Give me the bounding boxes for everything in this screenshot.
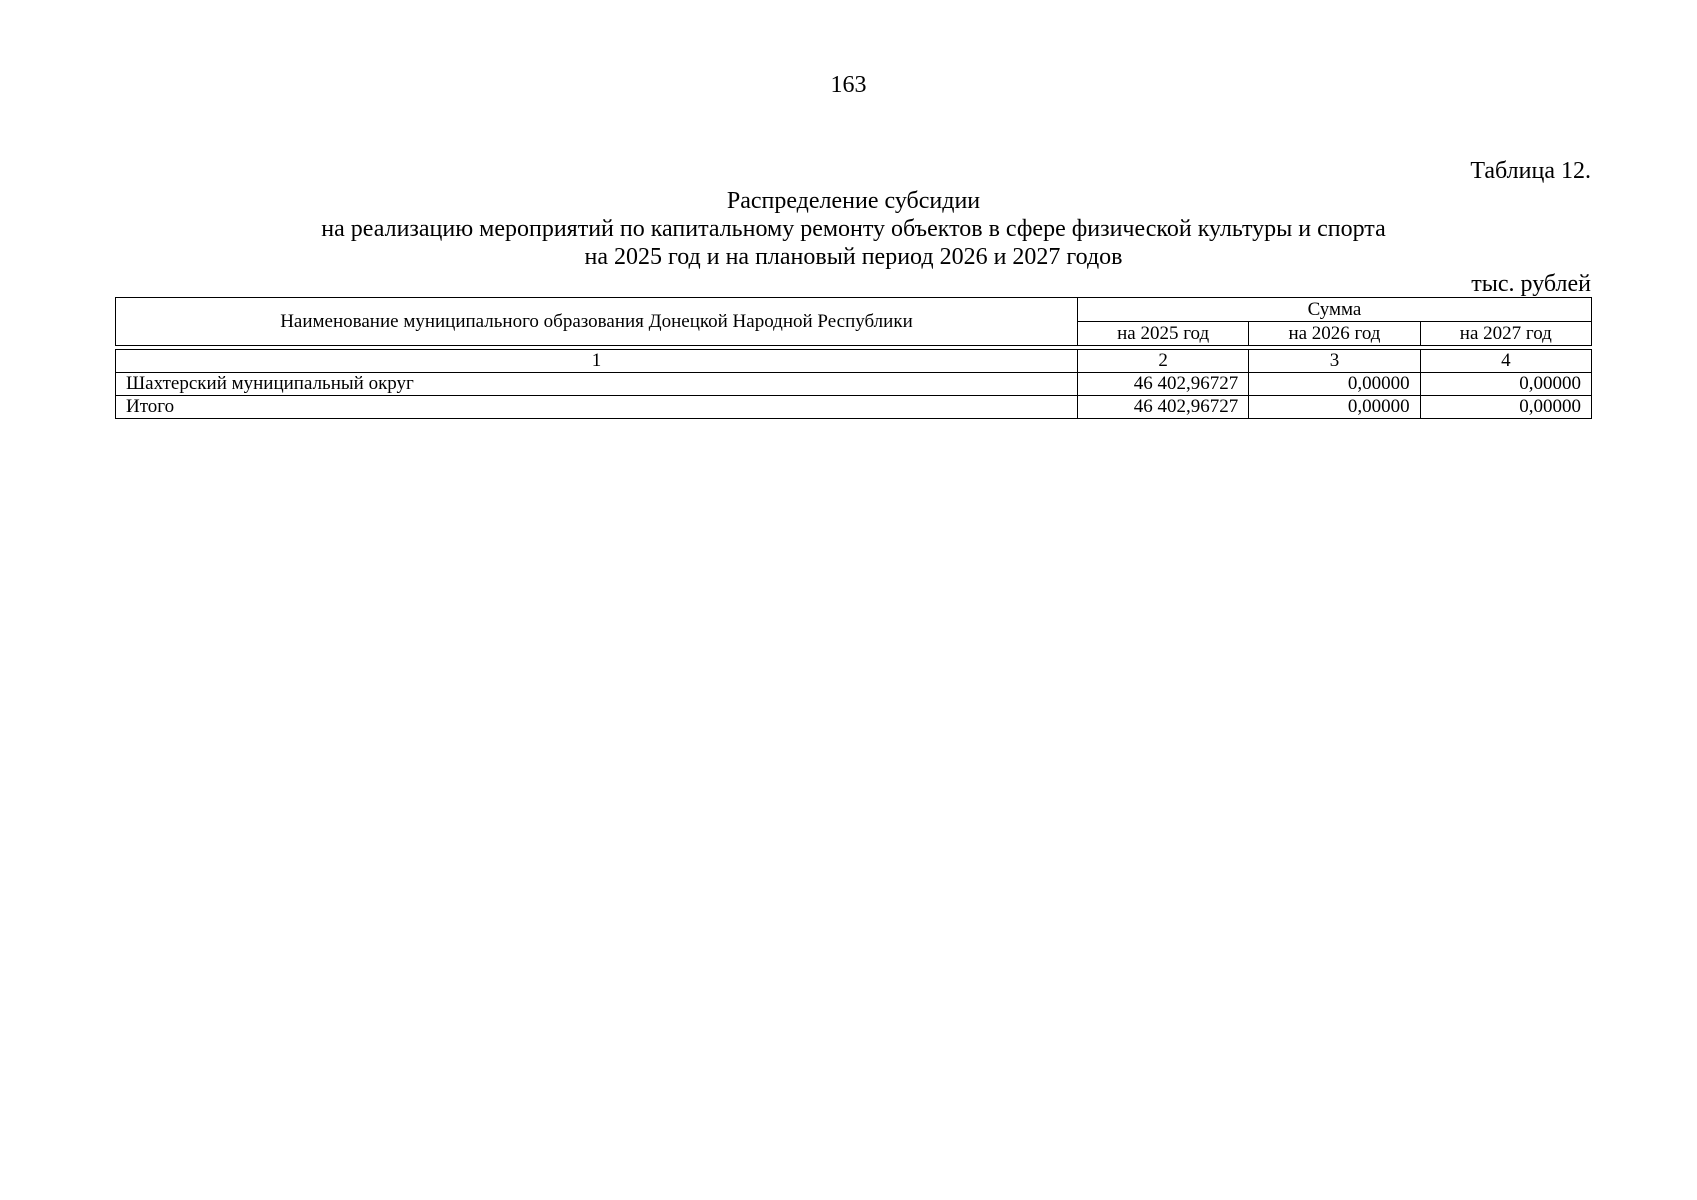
table-total-row [116,396,1592,419]
row-name: Итого [116,396,1078,419]
row-value-2026: 0,00000 [1249,396,1420,419]
header-year-2025: на 2025 год [1077,322,1248,346]
column-number: 1 [116,350,1078,373]
column-number: 4 [1420,350,1591,373]
column-number: 2 [1077,350,1248,373]
row-value-2025: 46 402,96727 [1077,373,1248,396]
title-line-2: на реализацию мероприятий по капитальному ремонту объектов в сфере физической культуры и спорта [321,216,1386,242]
header-name-column: Наименование муниципального образования Донецкой Народной Республики [116,298,1078,346]
table-header [115,297,1592,346]
page-number: 163 [830,72,867,98]
header-year-2027: на 2027 год [1420,322,1591,346]
row-value-2027: 0,00000 [1420,396,1591,419]
row-value-2027: 0,00000 [1420,373,1591,396]
row-value-2025: 46 402,96727 [1077,396,1248,419]
table-label: Таблица 12. [1470,158,1591,184]
table-title [115,187,1592,271]
units-label: тыс. рублей [1471,271,1591,297]
header-sum-group: Сумма [1077,298,1591,322]
table-row [116,373,1592,396]
row-name: Шахтерский муниципальный округ [116,373,1078,396]
title-line-1: Распределение субсидии [726,188,981,214]
table-body [115,349,1592,419]
header-year-2026: на 2026 год [1249,322,1420,346]
column-number: 3 [1249,350,1420,373]
title-line-3: на 2025 год и на плановый период 2026 и 2027 годов [584,244,1123,270]
row-value-2026: 0,00000 [1249,373,1420,396]
column-number-row [116,350,1592,373]
